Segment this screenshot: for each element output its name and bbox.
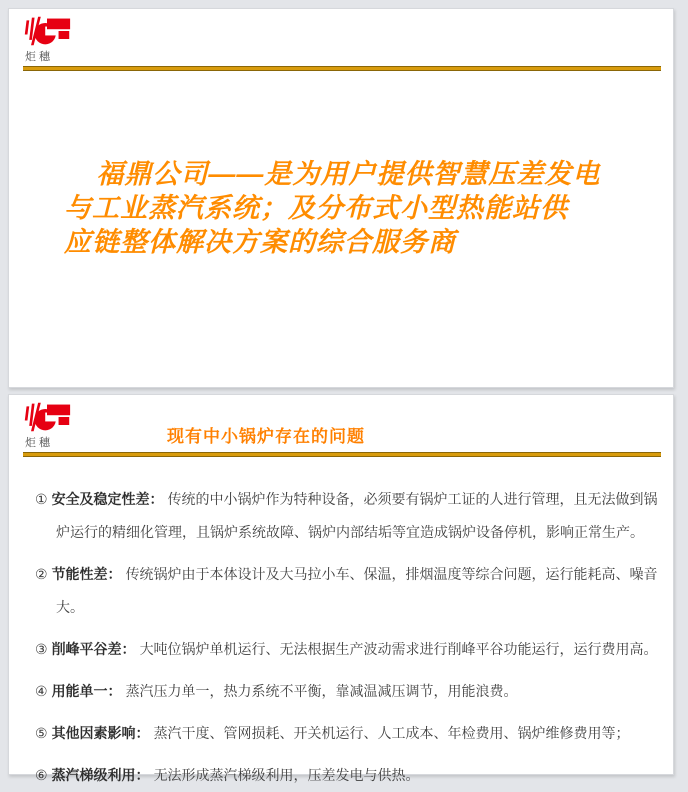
problem-item [35, 759, 659, 792]
company-logo [23, 15, 77, 64]
item-label: 蒸汽梯级利用： [51, 767, 150, 783]
item-text: 蒸汽干度、管网损耗、开关机运行、人工成本、年检费用、锅炉维修费用等； [153, 725, 630, 741]
problem-item [35, 483, 659, 549]
slide-cover-header [9, 9, 673, 71]
slide-cover [8, 8, 674, 388]
item-text: 大吨位锅炉单机运行、无法根据生产波动需求进行削峰平谷功能运行，运行费用高。 [139, 641, 658, 657]
headline-line: 与工业蒸汽系统；及分布式小型热能站供 [64, 193, 568, 223]
problem-item [35, 558, 659, 624]
problem-item [35, 633, 659, 666]
torch-flame-logo-icon [23, 401, 71, 433]
item-label: 安全及稳定性差： [51, 491, 164, 507]
problem-item [35, 717, 659, 750]
item-label: 节能性差： [51, 566, 122, 582]
problem-item [35, 675, 659, 708]
header-divider-line [23, 452, 661, 457]
item-label: 用能单一： [51, 683, 122, 699]
item-label: 削峰平谷差： [51, 641, 136, 657]
item-number: ⑤ [35, 725, 48, 741]
slide-title: 现有中小锅炉存在的问题 [167, 427, 365, 447]
item-number: ⑥ [35, 767, 48, 783]
item-text: 蒸汽压力单一，热力系统不平衡，靠减温减压调节，用能浪费。 [125, 683, 518, 699]
problem-list [35, 483, 659, 792]
item-text: 传统的中小锅炉作为特种设备，必须要有锅炉工证的人进行管理，且无法做到锅炉运行的精细化管理，且锅炉系统故障、锅炉内部结垢等宜造成锅炉设备停机，影响正常生产。 [56, 491, 658, 540]
item-text: 无法形成蒸汽梯级利用，压差发电与供热。 [153, 767, 420, 783]
item-number: ④ [35, 683, 48, 699]
company-logo [23, 401, 77, 450]
slide-problems-header [9, 395, 673, 457]
item-number: ① [35, 491, 48, 507]
header-divider-line [23, 66, 661, 71]
torch-flame-logo-icon [23, 15, 71, 47]
headline-line: 应链整体解决方案的综合服务商 [64, 227, 456, 257]
item-number: ② [35, 566, 48, 582]
headline-line: 福鼎公司——是为用户提供智慧压差发电 [96, 159, 601, 189]
slide-problems [8, 394, 674, 783]
item-text: 传统锅炉由于本体设计及大马拉小车、保温，排烟温度等综合问题，运行能耗高、噪音大。 [56, 566, 658, 615]
logo-text: 炬穗 [25, 437, 53, 449]
item-label: 其他因素影响： [51, 725, 150, 741]
item-number: ③ [35, 641, 48, 657]
cover-headline [64, 157, 633, 259]
logo-text: 炬穗 [25, 51, 53, 63]
